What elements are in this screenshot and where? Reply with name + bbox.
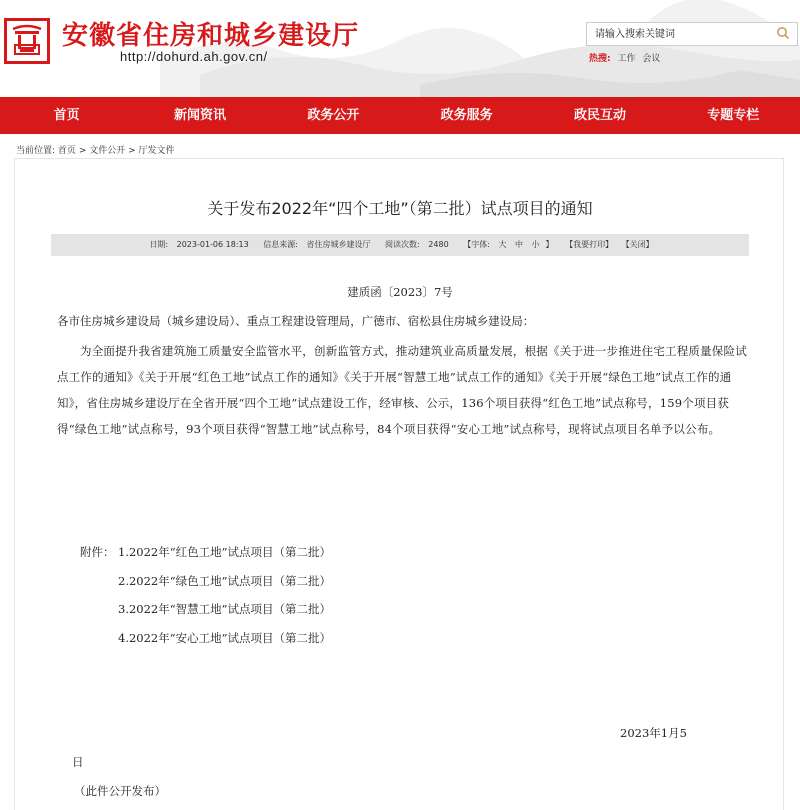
body-paragraph: 为全面提升我省建筑施工质量安全监管水平，创新监管方式，推动建筑业高质量发展，根据《关于进一步推进住宅工程质量保险试点工作的通知》《关于开展“红色工地”试点工作的通知》《关于开展“智慧工地”试点工作的通知》《关于开展“绿色工地”试点工作的通知》，省住房城乡建设厅在全省开展“四个工地”试点建设工作，经审核、公示，136个项目获得“红色工地”试点称号，159个项目获得“绿色工地”试点称号，93个项目获得“智慧工地”试点称号，84个项目获得“安心工地”试点称号，现将试点项目名单予以公布。	[57, 344, 747, 436]
public-release-note: （此件公开发布）	[74, 784, 166, 798]
breadcrumb-prefix: 当前位置:	[16, 146, 56, 156]
hot-search-label: 热搜:	[589, 54, 611, 64]
meta-font-label: 【字体:	[463, 240, 490, 249]
site-logo[interactable]	[4, 18, 50, 64]
breadcrumb-separator: >	[128, 146, 139, 156]
hot-search-item[interactable]: 工作	[617, 54, 636, 64]
nav-item-interaction[interactable]: 政民互动	[573, 108, 626, 123]
breadcrumb-file-public[interactable]: 文件公开	[89, 146, 126, 156]
search-box	[586, 22, 798, 46]
site-url: http://dohurd.ah.gov.cn/	[120, 49, 268, 64]
issue-date: 2023年1月5	[620, 726, 687, 740]
attachment-link-smart-site[interactable]: 3.2022年“智慧工地”试点项目（第二批）	[118, 602, 331, 616]
nav-item-services[interactable]: 政务服务	[440, 108, 493, 123]
meta-font-end: 】	[545, 240, 554, 249]
meta-views: 2480	[428, 240, 449, 249]
attachment-link-red-site[interactable]: 1.2022年“红色工地”试点项目（第二批）	[118, 545, 331, 559]
site-title[interactable]: 安徽省住房和城乡建设厅	[62, 21, 360, 51]
attachment-link-green-site[interactable]: 2.2022年“绿色工地”试点项目（第二批）	[118, 574, 331, 588]
print-button[interactable]: 【我要打印】	[565, 240, 614, 249]
breadcrumb-dept-files[interactable]: 厅发文件	[138, 146, 175, 156]
breadcrumb-home[interactable]: 首页	[57, 146, 76, 156]
addressee: 各市住房城乡建设局（城乡建设局）、重点工程建设管理局，广德市、宿松县住房城乡建设局：	[57, 314, 535, 328]
close-button[interactable]: 【关闭】	[621, 240, 654, 249]
font-size-medium-button[interactable]: 中	[515, 240, 523, 249]
search-button[interactable]	[769, 23, 797, 45]
article-title: 关于发布2022年“四个工地”（第二批）试点项目的通知	[207, 199, 593, 218]
attachments-label: 附件：	[80, 545, 115, 559]
hot-search-item[interactable]: 会议	[642, 54, 661, 64]
issue-date-day: 日	[72, 755, 84, 769]
attachment-link-safe-site[interactable]: 4.2022年“安心工地”试点项目（第二批）	[118, 631, 331, 645]
hot-search	[589, 51, 660, 64]
main-nav	[0, 97, 800, 134]
search-input[interactable]	[587, 23, 769, 45]
nav-item-news[interactable]: 新闻资讯	[173, 108, 226, 123]
nav-item-special-topics[interactable]: 专题专栏	[707, 108, 760, 123]
search-icon	[776, 26, 790, 40]
nav-item-home[interactable]: 首页	[53, 108, 80, 123]
font-size-large-button[interactable]: 大	[498, 240, 507, 249]
site-header	[0, 0, 800, 97]
meta-date-label: 日期:	[149, 240, 169, 249]
nav-item-government-affairs[interactable]: 政务公开	[307, 108, 360, 123]
document-number: 建质函〔2023〕7号	[347, 285, 453, 299]
article-meta-bar	[51, 234, 749, 256]
meta-source: 省住房城乡建设厅	[306, 240, 371, 249]
breadcrumb	[16, 143, 175, 156]
breadcrumb-separator: >	[78, 146, 90, 156]
font-size-small-button[interactable]: 小	[531, 240, 540, 249]
meta-date: 2023-01-06 18:13	[176, 240, 249, 249]
meta-views-label: 阅读次数:	[385, 240, 420, 249]
meta-source-label: 信息来源:	[263, 240, 298, 249]
